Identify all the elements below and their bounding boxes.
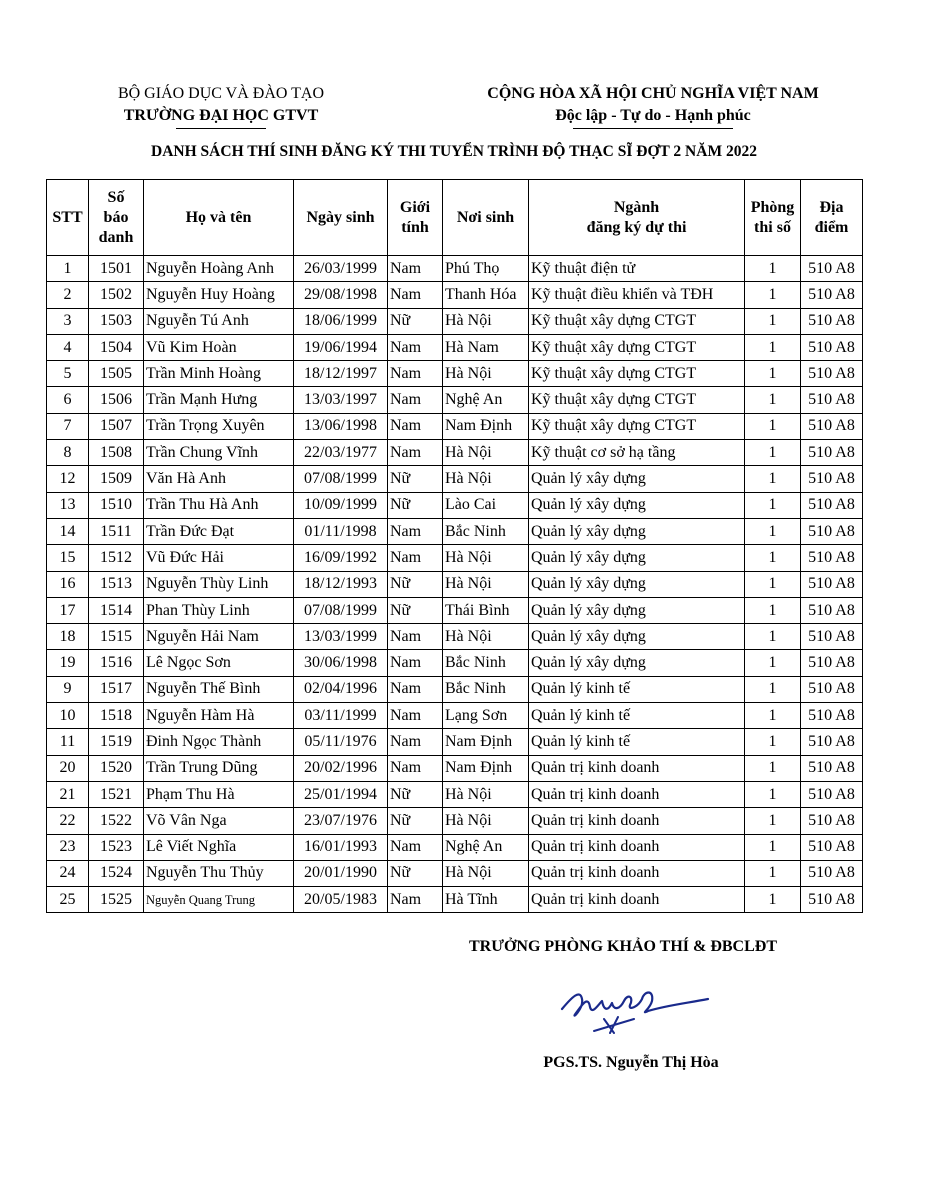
cell-major: Quản lý xây dựng — [529, 518, 745, 544]
table-row — [47, 256, 863, 282]
cell-sbd: 1523 — [89, 834, 144, 860]
table-header-row — [47, 180, 863, 256]
cell-sbd: 1515 — [89, 624, 144, 650]
cell-gender: Nam — [388, 545, 443, 571]
cell-dob: 18/06/1999 — [294, 308, 388, 334]
cell-gender: Nam — [388, 650, 443, 676]
cell-location: 510 A8 — [801, 282, 863, 308]
cell-room: 1 — [745, 755, 801, 781]
cell-major: Kỹ thuật cơ sở hạ tầng — [529, 440, 745, 466]
col-major: Ngành đăng ký dự thi — [529, 180, 745, 256]
cell-location: 510 A8 — [801, 597, 863, 623]
cell-sbd: 1524 — [89, 860, 144, 886]
handwritten-signature — [548, 975, 718, 1045]
cell-name: Trần Chung Vĩnh — [144, 440, 294, 466]
cell-birthplace: Hà Tĩnh — [443, 887, 529, 913]
cell-birthplace: Hà Nội — [443, 466, 529, 492]
table-row — [47, 545, 863, 571]
cell-gender: Nam — [388, 387, 443, 413]
cell-room: 1 — [745, 703, 801, 729]
cell-birthplace: Hà Nội — [443, 781, 529, 807]
cell-major: Quản lý xây dựng — [529, 650, 745, 676]
cell-stt: 14 — [47, 518, 89, 544]
cell-gender: Nữ — [388, 781, 443, 807]
cell-gender: Nữ — [388, 308, 443, 334]
table-row — [47, 361, 863, 387]
cell-gender: Nam — [388, 703, 443, 729]
cell-location: 510 A8 — [801, 361, 863, 387]
cell-major: Quản lý kinh tế — [529, 703, 745, 729]
cell-room: 1 — [745, 413, 801, 439]
cell-dob: 20/05/1983 — [294, 887, 388, 913]
cell-birthplace: Hà Nội — [443, 361, 529, 387]
cell-stt: 9 — [47, 676, 89, 702]
cell-location: 510 A8 — [801, 440, 863, 466]
cell-birthplace: Thái Bình — [443, 597, 529, 623]
cell-birthplace: Bắc Ninh — [443, 518, 529, 544]
cell-room: 1 — [745, 545, 801, 571]
cell-name: Trần Trọng Xuyên — [144, 413, 294, 439]
cell-stt: 12 — [47, 466, 89, 492]
cell-name: Trần Trung Dũng — [144, 755, 294, 781]
cell-birthplace: Hà Nam — [443, 334, 529, 360]
cell-stt: 16 — [47, 571, 89, 597]
cell-birthplace: Hà Nội — [443, 624, 529, 650]
cell-name: Văn Hà Anh — [144, 466, 294, 492]
cell-dob: 13/03/1997 — [294, 387, 388, 413]
cell-stt: 5 — [47, 361, 89, 387]
cell-gender: Nữ — [388, 571, 443, 597]
ministry-name: BỘ GIÁO DỤC VÀ ĐÀO TẠO — [117, 85, 325, 102]
cell-sbd: 1517 — [89, 676, 144, 702]
table-row — [47, 334, 863, 360]
cell-gender: Nam — [388, 729, 443, 755]
col-dob: Ngày sinh — [294, 180, 388, 256]
cell-major: Kỹ thuật điều khiển và TĐH — [529, 282, 745, 308]
col-birthplace: Nơi sinh — [443, 180, 529, 256]
cell-birthplace: Lào Cai — [443, 492, 529, 518]
col-name: Họ và tên — [144, 180, 294, 256]
motto-underline — [573, 128, 733, 129]
cell-sbd: 1508 — [89, 440, 144, 466]
cell-location: 510 A8 — [801, 256, 863, 282]
cell-dob: 30/06/1998 — [294, 650, 388, 676]
cell-major: Quản trị kinh doanh — [529, 755, 745, 781]
cell-major: Quản lý xây dựng — [529, 466, 745, 492]
cell-birthplace: Nam Định — [443, 755, 529, 781]
cell-location: 510 A8 — [801, 624, 863, 650]
table-row — [47, 860, 863, 886]
cell-stt: 7 — [47, 413, 89, 439]
table-body — [47, 256, 863, 913]
cell-major: Quản lý kinh tế — [529, 676, 745, 702]
table-row — [47, 624, 863, 650]
cell-major: Quản lý kinh tế — [529, 729, 745, 755]
cell-stt: 24 — [47, 860, 89, 886]
cell-room: 1 — [745, 571, 801, 597]
cell-room: 1 — [745, 492, 801, 518]
cell-name: Trần Đức Đạt — [144, 518, 294, 544]
cell-stt: 11 — [47, 729, 89, 755]
cell-dob: 26/03/1999 — [294, 256, 388, 282]
cell-stt: 4 — [47, 334, 89, 360]
table-row — [47, 492, 863, 518]
cell-major: Quản trị kinh doanh — [529, 887, 745, 913]
cell-birthplace: Nam Định — [443, 729, 529, 755]
cell-room: 1 — [745, 808, 801, 834]
cell-birthplace: Hà Nội — [443, 545, 529, 571]
table-row — [47, 703, 863, 729]
cell-gender: Nam — [388, 676, 443, 702]
table-row — [47, 597, 863, 623]
national-motto: Độc lập - Tự do - Hạnh phúc — [555, 107, 751, 124]
cell-sbd: 1519 — [89, 729, 144, 755]
col-gender: Giới tính — [388, 180, 443, 256]
cell-major: Kỹ thuật xây dựng CTGT — [529, 361, 745, 387]
cell-gender: Nam — [388, 518, 443, 544]
country-name: CỘNG HÒA XÃ HỘI CHỦ NGHĨA VIỆT NAM — [487, 85, 819, 102]
cell-sbd: 1522 — [89, 808, 144, 834]
cell-birthplace: Phú Thọ — [443, 256, 529, 282]
cell-location: 510 A8 — [801, 755, 863, 781]
cell-sbd: 1502 — [89, 282, 144, 308]
cell-dob: 18/12/1993 — [294, 571, 388, 597]
cell-sbd: 1505 — [89, 361, 144, 387]
cell-major: Quản lý xây dựng — [529, 597, 745, 623]
cell-gender: Nam — [388, 413, 443, 439]
cell-birthplace: Bắc Ninh — [443, 676, 529, 702]
cell-sbd: 1510 — [89, 492, 144, 518]
cell-name: Lê Ngọc Sơn — [144, 650, 294, 676]
cell-name: Võ Vân Nga — [144, 808, 294, 834]
cell-sbd: 1509 — [89, 466, 144, 492]
cell-dob: 13/06/1998 — [294, 413, 388, 439]
cell-location: 510 A8 — [801, 808, 863, 834]
cell-birthplace: Hà Nội — [443, 808, 529, 834]
cell-name: Nguyễn Thu Thủy — [144, 860, 294, 886]
cell-stt: 15 — [47, 545, 89, 571]
cell-name: Nguyễn Hoàng Anh — [144, 256, 294, 282]
cell-location: 510 A8 — [801, 545, 863, 571]
cell-room: 1 — [745, 624, 801, 650]
signature-title: TRƯỞNG PHÒNG KHẢO THÍ & ĐBCLĐT — [468, 938, 778, 955]
cell-location: 510 A8 — [801, 413, 863, 439]
cell-birthplace: Hà Nội — [443, 440, 529, 466]
cell-location: 510 A8 — [801, 834, 863, 860]
cell-room: 1 — [745, 518, 801, 544]
cell-sbd: 1501 — [89, 256, 144, 282]
cell-dob: 01/11/1998 — [294, 518, 388, 544]
cell-stt: 6 — [47, 387, 89, 413]
cell-room: 1 — [745, 729, 801, 755]
cell-stt: 1 — [47, 256, 89, 282]
cell-location: 510 A8 — [801, 518, 863, 544]
cell-name: Phạm Thu Hà — [144, 781, 294, 807]
cell-stt: 18 — [47, 624, 89, 650]
cell-dob: 07/08/1999 — [294, 597, 388, 623]
cell-birthplace: Nghệ An — [443, 387, 529, 413]
cell-gender: Nam — [388, 834, 443, 860]
cell-location: 510 A8 — [801, 887, 863, 913]
cell-name: Vũ Đức Hải — [144, 545, 294, 571]
cell-dob: 19/06/1994 — [294, 334, 388, 360]
cell-room: 1 — [745, 676, 801, 702]
cell-room: 1 — [745, 282, 801, 308]
cell-name: Nguyễn Tú Anh — [144, 308, 294, 334]
cell-major: Kỹ thuật xây dựng CTGT — [529, 334, 745, 360]
table-row — [47, 518, 863, 544]
cell-sbd: 1514 — [89, 597, 144, 623]
table-row — [47, 466, 863, 492]
cell-birthplace: Hà Nội — [443, 308, 529, 334]
school-name: TRƯỜNG ĐẠI HỌC GTVT — [123, 107, 319, 124]
cell-stt: 10 — [47, 703, 89, 729]
cell-location: 510 A8 — [801, 571, 863, 597]
cell-room: 1 — [745, 834, 801, 860]
cell-sbd: 1503 — [89, 308, 144, 334]
cell-sbd: 1520 — [89, 755, 144, 781]
cell-gender: Nam — [388, 256, 443, 282]
cell-location: 510 A8 — [801, 466, 863, 492]
cell-name: Lê Viết Nghĩa — [144, 834, 294, 860]
cell-birthplace: Nam Định — [443, 413, 529, 439]
cell-dob: 20/02/1996 — [294, 755, 388, 781]
cell-sbd: 1518 — [89, 703, 144, 729]
cell-dob: 02/04/1996 — [294, 676, 388, 702]
cell-location: 510 A8 — [801, 703, 863, 729]
cell-name: Nguyễn Hàm Hà — [144, 703, 294, 729]
cell-name: Nguyễn Huy Hoàng — [144, 282, 294, 308]
cell-major: Kỹ thuật xây dựng CTGT — [529, 413, 745, 439]
cell-dob: 16/09/1992 — [294, 545, 388, 571]
table-row — [47, 387, 863, 413]
col-sbd: Số báo danh — [89, 180, 144, 256]
table-row — [47, 676, 863, 702]
cell-gender: Nam — [388, 755, 443, 781]
cell-location: 510 A8 — [801, 308, 863, 334]
cell-name: Đinh Ngọc Thành — [144, 729, 294, 755]
cell-name: Nguyễn Quang Trung — [144, 887, 294, 913]
cell-location: 510 A8 — [801, 781, 863, 807]
table-row — [47, 571, 863, 597]
table-row — [47, 729, 863, 755]
cell-sbd: 1507 — [89, 413, 144, 439]
table-row — [47, 834, 863, 860]
cell-gender: Nữ — [388, 492, 443, 518]
cell-stt: 23 — [47, 834, 89, 860]
cell-location: 510 A8 — [801, 387, 863, 413]
cell-name: Vũ Kim Hoàn — [144, 334, 294, 360]
cell-dob: 22/03/1977 — [294, 440, 388, 466]
cell-gender: Nữ — [388, 597, 443, 623]
national-header — [448, 83, 858, 129]
cell-room: 1 — [745, 650, 801, 676]
table-row — [47, 440, 863, 466]
header-underline — [176, 128, 266, 129]
cell-dob: 16/01/1993 — [294, 834, 388, 860]
cell-room: 1 — [745, 256, 801, 282]
cell-major: Kỹ thuật xây dựng CTGT — [529, 387, 745, 413]
cell-room: 1 — [745, 466, 801, 492]
cell-gender: Nam — [388, 887, 443, 913]
table-row — [47, 887, 863, 913]
table-row — [47, 650, 863, 676]
col-stt: STT — [47, 180, 89, 256]
cell-location: 510 A8 — [801, 860, 863, 886]
cell-location: 510 A8 — [801, 729, 863, 755]
cell-dob: 18/12/1997 — [294, 361, 388, 387]
cell-gender: Nữ — [388, 808, 443, 834]
cell-gender: Nam — [388, 440, 443, 466]
cell-room: 1 — [745, 887, 801, 913]
cell-gender: Nam — [388, 361, 443, 387]
cell-gender: Nam — [388, 624, 443, 650]
cell-room: 1 — [745, 387, 801, 413]
cell-dob: 10/09/1999 — [294, 492, 388, 518]
cell-major: Quản lý xây dựng — [529, 571, 745, 597]
cell-sbd: 1521 — [89, 781, 144, 807]
cell-name: Trần Thu Hà Anh — [144, 492, 294, 518]
cell-stt: 3 — [47, 308, 89, 334]
cell-location: 510 A8 — [801, 334, 863, 360]
candidate-table — [46, 179, 863, 913]
cell-major: Quản trị kinh doanh — [529, 808, 745, 834]
cell-birthplace: Hà Nội — [443, 860, 529, 886]
cell-room: 1 — [745, 308, 801, 334]
col-room: Phòng thi số — [745, 180, 801, 256]
cell-room: 1 — [745, 440, 801, 466]
cell-birthplace: Nghệ An — [443, 834, 529, 860]
col-location: Địa điểm — [801, 180, 863, 256]
table-row — [47, 781, 863, 807]
cell-sbd: 1511 — [89, 518, 144, 544]
cell-dob: 13/03/1999 — [294, 624, 388, 650]
table-row — [47, 808, 863, 834]
cell-location: 510 A8 — [801, 650, 863, 676]
cell-birthplace: Lạng Sơn — [443, 703, 529, 729]
cell-major: Quản trị kinh doanh — [529, 860, 745, 886]
cell-location: 510 A8 — [801, 492, 863, 518]
signer-name: PGS.TS. Nguyễn Thị Hòa — [543, 1054, 719, 1071]
cell-dob: 05/11/1976 — [294, 729, 388, 755]
cell-stt: 13 — [47, 492, 89, 518]
issuer-header — [90, 83, 352, 129]
table-row — [47, 308, 863, 334]
cell-stt: 8 — [47, 440, 89, 466]
cell-major: Kỹ thuật xây dựng CTGT — [529, 308, 745, 334]
cell-sbd: 1512 — [89, 545, 144, 571]
cell-name: Trần Mạnh Hưng — [144, 387, 294, 413]
cell-birthplace: Thanh Hóa — [443, 282, 529, 308]
cell-room: 1 — [745, 860, 801, 886]
cell-room: 1 — [745, 597, 801, 623]
cell-room: 1 — [745, 334, 801, 360]
cell-name: Nguyễn Thế Bình — [144, 676, 294, 702]
cell-gender: Nam — [388, 282, 443, 308]
cell-room: 1 — [745, 361, 801, 387]
cell-sbd: 1506 — [89, 387, 144, 413]
cell-name: Phan Thùy Linh — [144, 597, 294, 623]
cell-location: 510 A8 — [801, 676, 863, 702]
cell-sbd: 1516 — [89, 650, 144, 676]
cell-gender: Nữ — [388, 860, 443, 886]
cell-stt: 19 — [47, 650, 89, 676]
cell-sbd: 1513 — [89, 571, 144, 597]
cell-birthplace: Hà Nội — [443, 571, 529, 597]
cell-gender: Nam — [388, 334, 443, 360]
cell-dob: 25/01/1994 — [294, 781, 388, 807]
cell-room: 1 — [745, 781, 801, 807]
cell-sbd: 1525 — [89, 887, 144, 913]
cell-dob: 23/07/1976 — [294, 808, 388, 834]
cell-major: Quản lý xây dựng — [529, 624, 745, 650]
cell-stt: 2 — [47, 282, 89, 308]
cell-dob: 20/01/1990 — [294, 860, 388, 886]
cell-dob: 03/11/1999 — [294, 703, 388, 729]
cell-major: Kỹ thuật điện tử — [529, 256, 745, 282]
table-row — [47, 413, 863, 439]
document-title: DANH SÁCH THÍ SINH ĐĂNG KÝ THI TUYỂN TRÌNH ĐỘ THẠC SĨ ĐỢT 2 NĂM 2022 — [151, 143, 757, 160]
cell-gender: Nữ — [388, 466, 443, 492]
cell-name: Nguyễn Hải Nam — [144, 624, 294, 650]
cell-major: Quản lý xây dựng — [529, 545, 745, 571]
cell-dob: 29/08/1998 — [294, 282, 388, 308]
table-row — [47, 755, 863, 781]
cell-name: Trần Minh Hoàng — [144, 361, 294, 387]
cell-stt: 25 — [47, 887, 89, 913]
cell-name: Nguyễn Thùy Linh — [144, 571, 294, 597]
cell-stt: 17 — [47, 597, 89, 623]
cell-major: Quản trị kinh doanh — [529, 834, 745, 860]
cell-stt: 21 — [47, 781, 89, 807]
cell-major: Quản lý xây dựng — [529, 492, 745, 518]
table-row — [47, 282, 863, 308]
cell-birthplace: Bắc Ninh — [443, 650, 529, 676]
cell-sbd: 1504 — [89, 334, 144, 360]
cell-stt: 22 — [47, 808, 89, 834]
cell-dob: 07/08/1999 — [294, 466, 388, 492]
cell-stt: 20 — [47, 755, 89, 781]
cell-major: Quản trị kinh doanh — [529, 781, 745, 807]
